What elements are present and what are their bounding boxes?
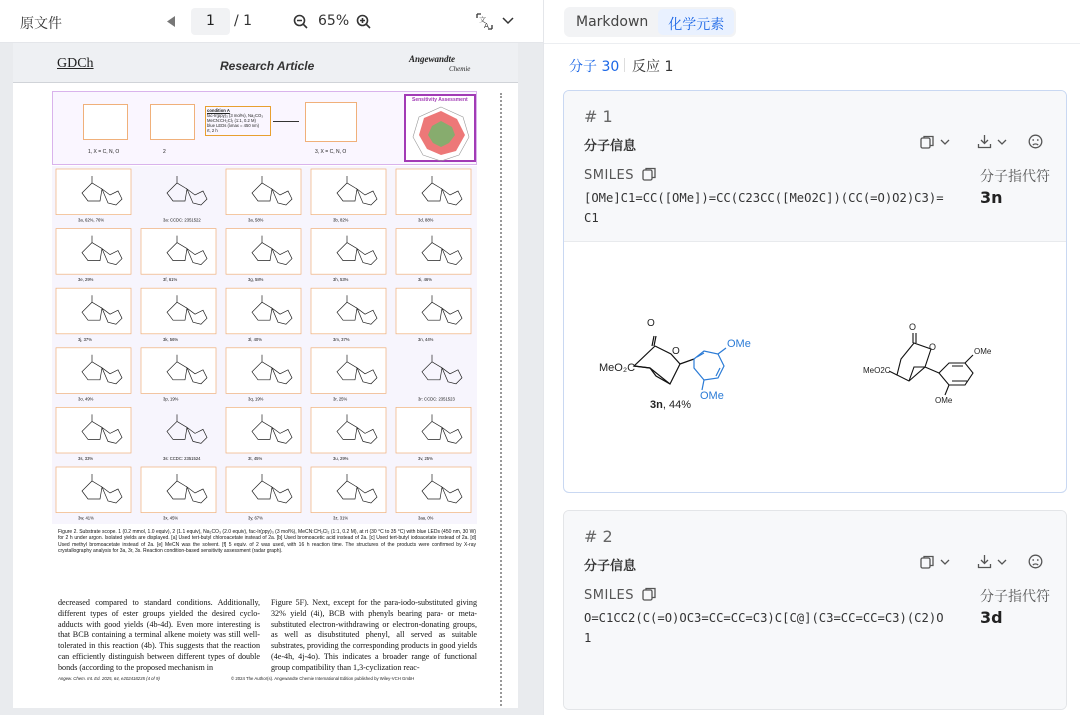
- compound-label: 3g, 58%: [248, 277, 264, 283]
- compound-thumbnail: [56, 407, 131, 461]
- compound-thumbnail: [56, 348, 131, 402]
- translate-icon[interactable]: [476, 13, 493, 30]
- compound-box: [311, 407, 386, 453]
- article-header: [13, 43, 518, 83]
- identifier-value: 3d: [980, 608, 1003, 627]
- subtab-molecules[interactable]: 分子 30: [569, 59, 620, 75]
- compound-label: 3b, 82%: [333, 217, 349, 223]
- identifier-value: 3n: [980, 188, 1003, 207]
- pdf-page: [13, 43, 518, 708]
- compound-thumbnail: [396, 467, 471, 521]
- info-label: 分子信息: [584, 139, 637, 154]
- pdf-toolbar: [0, 0, 543, 43]
- body-text-left: decreased compared to standard conditions. Additionally, different types of ester groups yielded the desired cyclo-adducts with good yields (4b-4d). Even more interesting is that BCB containing a terminal alkene moiety was still well-tolerated in this reaction (4b). This suggests that the reaction can efficiently distinguish between different types of double bonds (according to the proposed mechanism in: [58, 598, 260, 672]
- methoxy-bottom: OMe: [935, 396, 953, 405]
- condition-box: [205, 106, 271, 136]
- compound-label: 3t, 45%: [248, 456, 263, 461]
- compound-box: [226, 407, 301, 453]
- compound-thumbnail: [226, 169, 301, 223]
- subtab-reactions[interactable]: 反应 1: [632, 59, 674, 75]
- compound-thumbnail: [141, 169, 216, 223]
- ester-group: MeO₂C: [599, 362, 636, 374]
- article-type: Research Article: [220, 59, 315, 73]
- compound-thumbnail: [226, 467, 301, 521]
- compound-label: 3v, 25%: [418, 456, 433, 461]
- reagent-1-box: [83, 104, 128, 140]
- compound-box: [56, 288, 131, 334]
- reaction-arrow: [273, 121, 299, 122]
- condition-line: MeCN:CH₂Cl₂ (1:1, 0.2 M): [207, 118, 256, 123]
- compound-skeleton: [422, 355, 462, 384]
- compound-thumbnail: [56, 467, 131, 521]
- compound-label: 3r, 25%: [333, 396, 348, 402]
- compound-box: [141, 288, 216, 334]
- compound-label: 3aa, 0%: [418, 515, 434, 521]
- compound-box: [226, 169, 301, 215]
- smiles-value: O=C1CC2(C(=O)OC3=CC=CC=C3)C[C@](C3=CC=CC=C3)(C2)O1: [584, 611, 944, 645]
- compound-label: 3d, 88%: [418, 217, 434, 223]
- prev-page-icon[interactable]: [166, 16, 176, 27]
- compound-thumbnail: [226, 348, 301, 402]
- copy-smiles-icon[interactable]: [642, 167, 656, 181]
- divider: [564, 241, 1066, 242]
- compound-label: 3w, 41%: [78, 515, 94, 521]
- compound-box: [311, 288, 386, 334]
- analysis-panel: [543, 0, 1080, 715]
- file-label: 原文件: [20, 16, 62, 32]
- chevron-down-icon[interactable]: [940, 559, 950, 566]
- carbonyl-oxygen: O: [647, 318, 655, 329]
- condition-line: blue LEDs (λmax = 450 nm): [207, 123, 260, 128]
- condition-line: fac-Ir(ppy)₃ (3 mol%), Na₂CO₃: [207, 113, 263, 118]
- condition-title: condition A: [207, 108, 230, 113]
- chevron-down-icon[interactable]: [997, 139, 1007, 146]
- footer-copyright: © 2024 The Author(s). Angewandte Chemie International Edition published by Wiley-VCH GmbH: [231, 676, 415, 681]
- compound-label: 3a, 62%, 76%: [78, 217, 105, 223]
- compound-thumbnail: [396, 229, 471, 283]
- compound-thumbnail: [141, 229, 216, 283]
- compound-id: 3n: [650, 399, 663, 411]
- chevron-down-icon[interactable]: [502, 17, 514, 25]
- identifier-label: 分子指代符: [980, 169, 1050, 185]
- compound-thumbnail: [56, 169, 131, 223]
- compound-label: 3u, 29%: [333, 456, 349, 461]
- compound-thumbnail: [141, 288, 216, 342]
- compound-box: [56, 169, 131, 215]
- compound-box: [396, 348, 471, 394]
- ring-oxygen: O: [672, 346, 680, 357]
- compound-box: [311, 348, 386, 394]
- compound-label: 3l, 40%: [248, 336, 262, 342]
- compound-thumbnail: [141, 407, 216, 461]
- compound-thumbnail: [311, 467, 386, 521]
- compound-thumbnail: [311, 169, 386, 223]
- chevron-down-icon[interactable]: [940, 139, 950, 146]
- source-molecule-image: [594, 306, 764, 426]
- compound-box: [56, 348, 131, 394]
- compound-box: [311, 169, 386, 215]
- compound-box: [396, 229, 471, 275]
- view-tabs: [564, 7, 736, 37]
- zoom-level: 65%: [318, 13, 350, 29]
- copy-icon[interactable]: [920, 135, 936, 149]
- chevron-down-icon[interactable]: [997, 559, 1007, 566]
- compound-box: [141, 407, 216, 453]
- reagent-2-label: 2: [163, 149, 166, 155]
- compound-box: [226, 288, 301, 334]
- compound-box: [56, 407, 131, 453]
- compound-thumbnail: [396, 288, 471, 342]
- compound-label: 3z, 31%: [333, 515, 349, 521]
- compound-thumbnail: [311, 229, 386, 283]
- tab-markdown[interactable]: Markdown: [576, 14, 649, 30]
- compound-box: [396, 288, 471, 334]
- compound-thumbnail: [141, 348, 216, 402]
- compound-thumbnail: [396, 407, 471, 461]
- gdch-logo: GDCh: [57, 56, 94, 71]
- compound-thumbnail: [56, 288, 131, 342]
- compound-skeleton: [167, 414, 207, 443]
- divider: [544, 43, 1080, 44]
- compound-thumbnail: [311, 288, 386, 342]
- rendered-molecule-image: [859, 309, 1029, 429]
- reaction-scheme: [52, 91, 477, 165]
- compound-skeleton: [167, 176, 207, 205]
- compound-structures: [52, 166, 477, 524]
- page-input[interactable]: 1: [191, 8, 230, 35]
- radar-chart: [407, 103, 475, 163]
- zoom-in-icon[interactable]: [356, 14, 371, 29]
- download-icon[interactable]: [977, 134, 992, 149]
- compound-box: [311, 229, 386, 275]
- compound-box: [226, 348, 301, 394]
- card-header: [564, 511, 1066, 710]
- smiles-label: SMILES: [584, 588, 635, 603]
- methoxy-top: OMe: [974, 347, 992, 356]
- substrate-grid: [52, 166, 477, 524]
- compound-box: [311, 467, 386, 513]
- feedback-icon[interactable]: [1028, 554, 1043, 569]
- reagent-1-label: 1, X = C, N, O: [88, 149, 120, 155]
- compound-label: 3a, 58%: [248, 217, 264, 223]
- compound-thumbnail: [141, 467, 216, 521]
- methoxy-bottom: OMe: [700, 390, 724, 402]
- compound-box: [141, 467, 216, 513]
- compound-box: [226, 229, 301, 275]
- compound-thumbnail: [226, 407, 301, 461]
- compound-label: 3e, 29%: [78, 277, 94, 283]
- compound-label: 3h, 53%: [333, 277, 349, 283]
- info-label: 分子信息: [584, 559, 637, 574]
- compound-label: 3s: CCDC: 2351524: [163, 456, 201, 461]
- compound-thumbnail: [56, 229, 131, 283]
- footer-citation: Angew. Chem. Int. Ed. 2025, 64, e202418235 (4 of 9): [58, 676, 160, 681]
- compound-label: [650, 399, 691, 411]
- compound-box: [141, 229, 216, 275]
- card-number: # 2: [584, 527, 613, 546]
- methoxy-top: OMe: [727, 338, 751, 350]
- compound-box: [141, 348, 216, 394]
- compound-thumbnail: [226, 288, 301, 342]
- side-watermark: [500, 93, 506, 708]
- copy-icon[interactable]: [920, 555, 936, 569]
- ester-group: MeO2C: [863, 366, 891, 375]
- compound-thumbnail: [396, 169, 471, 223]
- ring-oxygen: O: [929, 342, 937, 352]
- compound-thumbnail: [311, 407, 386, 461]
- smiles-label: SMILES: [584, 168, 635, 183]
- compound-box: [226, 467, 301, 513]
- condition-line: rt, 2 h: [207, 128, 218, 133]
- compound-box: [56, 229, 131, 275]
- compound-label: 3y, 67%: [248, 515, 263, 521]
- figure-caption: Figure 2. Substrate scope. 1 (0.2 mmol, 1.0 equiv), 2 (1.1 equiv), Na₂CO₃ (2.0 equiv), fac-Ir(ppy)₃ (3 mol%), MeCN:CH₂Cl₂ (1:1, 0.2 M), at rt (30 °C to 35 °C) with blue LEDs (450 nm, 30 W) for 2 h under argon. Isolated yields are displayed. [a] Used tert-butyl chloroacetate instead of 2a. [b] Used bromoacetic acid instead of 2a. [c] Used tert-butyl iodoacetate instead of 2a. [d] Used methyl bromoacetate instead of 2a. [e] MeCN was the solvent. [f] 5 equiv. of 2 was used, with 16 h reaction time. The structures of the products were confirmed by X-ray crystallography analysis for 3a, 3r, 3s. Reaction condition-based sensitivity assessment (radar graph).: [58, 529, 476, 555]
- compound-label: 3n, 44%: [418, 336, 434, 342]
- journal-logo-sub: Chemie: [449, 65, 471, 73]
- download-icon[interactable]: [977, 554, 992, 569]
- compound-label: 3m, 37%: [333, 336, 350, 342]
- identifier-label: 分子指代符: [980, 589, 1050, 605]
- compound-box: [56, 467, 131, 513]
- smiles-value: [OMe]C1=CC([OMe])=CC(C23CC([MeO2C])(CC(=O)O2)C3)=C1: [584, 191, 944, 225]
- compound-thumbnail: [396, 348, 471, 402]
- zoom-out-icon[interactable]: [293, 14, 308, 29]
- compound-yield: , 44%: [662, 399, 691, 411]
- subtab-divider: [624, 58, 625, 72]
- compound-label: 3x, 45%: [163, 515, 179, 521]
- compound-label: 3o, 49%: [78, 396, 94, 402]
- reagent-2-box: [150, 104, 195, 140]
- product-box: [305, 102, 357, 142]
- feedback-icon[interactable]: [1028, 134, 1043, 149]
- svg-text:文: 文: [479, 16, 486, 24]
- journal-logo: Angewandte: [409, 54, 456, 64]
- radar-title: Sensitivity Assessment: [412, 97, 468, 103]
- compound-label: 3s, 33%: [78, 456, 94, 461]
- card-number: # 1: [584, 107, 613, 126]
- molecule-card[interactable]: [563, 90, 1067, 493]
- molecule-card[interactable]: [563, 510, 1067, 710]
- page-total: / 1: [234, 13, 253, 29]
- compound-label: 3f, 61%: [163, 277, 178, 283]
- compound-label: 3q, 19%: [248, 396, 264, 402]
- carbonyl-oxygen: O: [909, 322, 917, 332]
- copy-smiles-icon[interactable]: [642, 587, 656, 601]
- compound-label: 3r: CCDC: 2351523: [418, 396, 455, 402]
- compound-label: 3p, 19%: [163, 396, 179, 402]
- compound-box: [396, 169, 471, 215]
- svg-text:A: A: [484, 22, 489, 30]
- compound-thumbnail: [311, 348, 386, 402]
- compound-box: [396, 407, 471, 453]
- compound-label: 3k, 56%: [163, 336, 179, 342]
- compound-box: [396, 467, 471, 513]
- compound-box: [141, 169, 216, 215]
- radar-box: [404, 94, 476, 162]
- tab-chemistry[interactable]: 化学元素: [658, 9, 734, 35]
- card-header: [564, 91, 1066, 241]
- compound-label: 3j, 37%: [78, 336, 92, 342]
- compound-label: 3a: CCDC: 2351522: [163, 217, 201, 223]
- product-label: 3, X = C, N, O: [315, 149, 347, 155]
- compound-label: 3i, 46%: [418, 277, 432, 283]
- body-text-right: Figure 5F). Next, except for the para-iodo-substituted giving 32% yield (4i), BCB with phenyls bearing para- or meta-substituted electron-withdrawing or electron-donating groups, as well as disubstituted phenyl, all served as suitable substrates, providing the corresponding products in good yields (4e-4h, 4j-4o). This indicates a broader range of functional group compatibility than 1,3-cyclization reac-: [271, 598, 477, 672]
- compound-thumbnail: [226, 229, 301, 283]
